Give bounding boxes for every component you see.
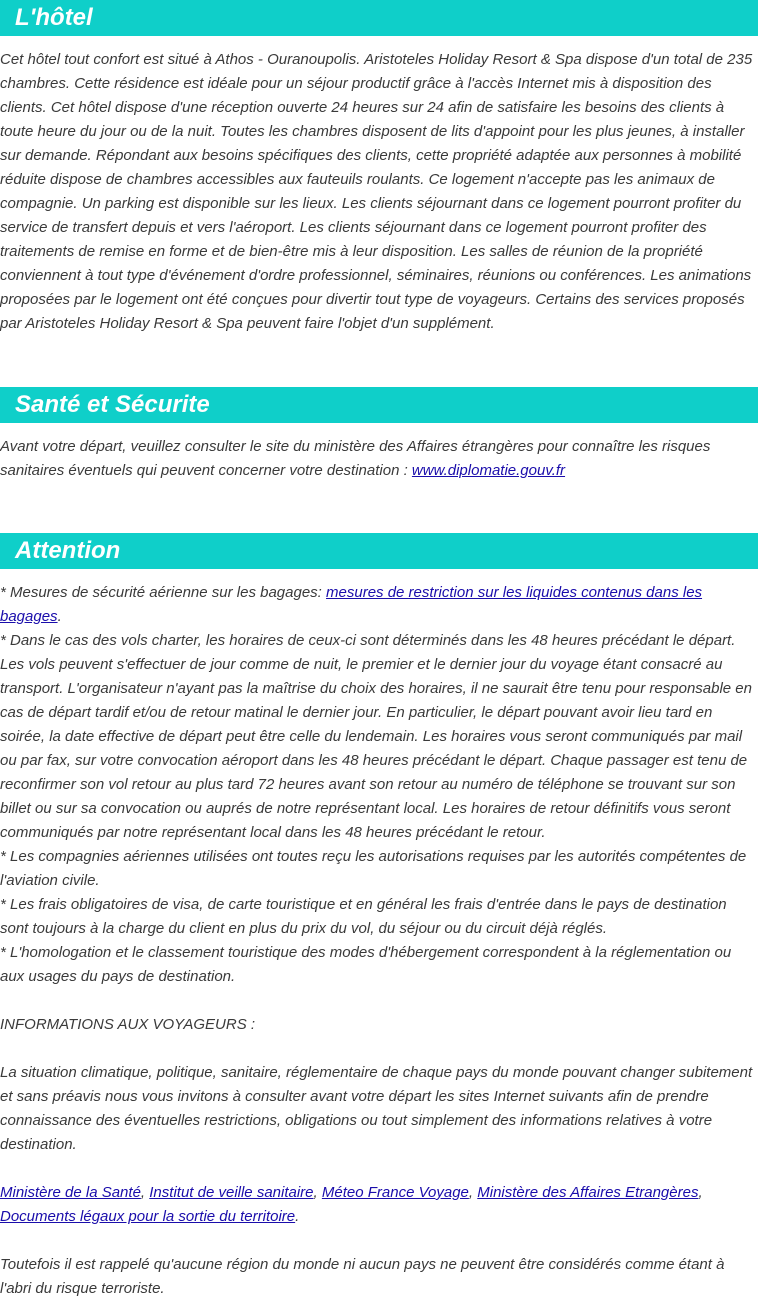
institut-veille-link[interactable]: Institut de veille sanitaire	[149, 1184, 314, 1201]
info-text: La situation climatique, politique, sanitaire, réglementaire de chaque pays du monde pouvant changer subitement et sans préavis nous vous invitons à consulter avant votre départ les sites Internet suivants afin de prendre connaissance des éventuelles restrictions, obligations ou tout simplement des informations relatives à votre destination.	[0, 1064, 753, 1153]
spacer	[0, 1157, 758, 1181]
info-links	[0, 1181, 758, 1229]
spacer	[0, 1229, 758, 1253]
liquids-restriction-link[interactable]: mesures de restriction sur les liquides contenus dans les bagages	[0, 584, 703, 625]
sante-paragraph	[0, 435, 758, 483]
hotel-section-title: L'hôtel	[15, 4, 93, 31]
attention-content	[0, 581, 758, 1301]
link-separator: ,	[698, 1184, 703, 1201]
hotel-section-header	[0, 0, 758, 36]
sante-description	[0, 435, 758, 483]
sante-section-header	[0, 387, 758, 423]
documents-legaux-link[interactable]: Documents légaux pour la sortie du territoire	[0, 1208, 296, 1225]
info-heading: INFORMATIONS AUX VOYAGEURS :	[0, 1016, 256, 1033]
bullet-baggage-end: .	[57, 608, 62, 625]
ministere-sante-link[interactable]: Ministère de la Santé	[0, 1184, 141, 1201]
hotel-description	[0, 48, 758, 336]
diplomatie-link[interactable]: www.diplomatie.gouv.fr	[411, 462, 566, 479]
meteo-france-link[interactable]: Méteo France Voyage	[321, 1184, 469, 1201]
bullet-charter: * Dans le cas des vols charter, les horaires de ceux-ci sont déterminés dans les 48 heures précédant le départ. Les vols peuvent s'effectuer de jour comme de nuit, le premier et le dernier jour du voyage étant consacré au transport. L'organisateur n'ayant pas la maîtrise du choix des horaires, il ne saurait être tenu pour responsable en cas de départ tardif et/ou de retour matinal le dernier jour. En particulier, le départ pouvant avoir lieu tard en soirée, la date effective de départ peut être celle du lendemain. Les horaires vous seront communiqués par mail ou par fax, sur votre convocation aéroport dans les 48 heures précédant le départ. Chaque passager est tenu de reconfirmer son vol retour au plus tard 72 heures avant son retour au numéro de téléphone se trouvant sur son billet ou sur sa convocation ou auprés de notre représentant local. Les horaires de retour définitifs vous seront communiqués par notre représentant local dans les 48 heures précédant le retour.	[0, 632, 752, 841]
hotel-description-text: Cet hôtel tout confort est situé à Athos - Ouranoupolis. Aristoteles Holiday Resort & Spa dispose d'un total de 235 chambres. Cette résidence est idéale pour un séjour productif grâce à l'accès Internet mis à disposition des clients. Cet hôtel dispose d'une réception ouverte 24 heures sur 24 afin de satisfaire les besoins des clients à toute heure du jour ou de la nuit. Toutes les chambres disposent de lits d'appoint pour les plus jeunes, à installer sur demande. Répondant aux besoins spécifiques des clients, cette propriété adaptée aux personnes à mobilité réduite dispose de chambres accessibles aux fauteuils roulants. Ce logement n'accepte pas les animaux de compagnie. Un parking est disponible sur les lieux. Les clients séjournant dans ce logement pourront profiter du service de transfert depuis et vers l'aéroport. Les clients séjournant dans ce logement pourront profiter des traitements de remise en forme et de bien-être mis à leur disposition. Les salles de réunion de la propriété conviennent à tout type d'événement d'ordre professionnel, séminaires, réunions ou conférences. Les animations proposées par le logement ont été conçues pour divertir tout type de voyageurs. Certains des services proposés par Aristoteles Holiday Resort & Spa peuvent faire l'objet d'un supplément.	[0, 51, 753, 332]
spacer	[0, 989, 758, 1013]
sante-section-title: Santé et Sécurite	[15, 391, 210, 418]
link-separator: ,	[313, 1184, 322, 1201]
bullet-baggage	[0, 581, 758, 629]
bullet-visa: * Les frais obligatoires de visa, de carte touristique et en général les frais d'entrée dans le pays de destination sont toujours à la charge du client en plus du prix du vol, du séjour ou du circuit déjà réglés.	[0, 896, 727, 937]
attention-section-title: Attention	[15, 537, 121, 564]
bullet-homologation: * L'homologation et le classement touristique des modes d'hébergement correspondent à la réglementation ou aux usages du pays de destination.	[0, 944, 732, 985]
sante-text: Avant votre départ, veuillez consulter le site du ministère des Affaires étrangères pour connaître les risques sanitaires éventuels qui peuvent concerner votre destination :	[0, 438, 711, 479]
bullet-airlines: * Les compagnies aériennes utilisées ont toutes reçu les autorisations requises par les autorités compétentes de l'aviation civile.	[0, 848, 747, 889]
links-end: .	[295, 1208, 300, 1225]
link-separator: ,	[468, 1184, 478, 1201]
bullet-baggage-text: * Mesures de sécurité aérienne sur les bagages:	[0, 584, 327, 601]
affaires-etrangeres-link[interactable]: Ministère des Affaires Etrangères	[477, 1184, 699, 1201]
attention-section-header	[0, 533, 758, 569]
final-text: Toutefois il est rappelé qu'aucune région du monde ni aucun pays ne peuvent être considérés comme étant à l'abri du risque terroriste.	[0, 1256, 725, 1297]
link-separator: ,	[140, 1184, 150, 1201]
spacer	[0, 1037, 758, 1061]
